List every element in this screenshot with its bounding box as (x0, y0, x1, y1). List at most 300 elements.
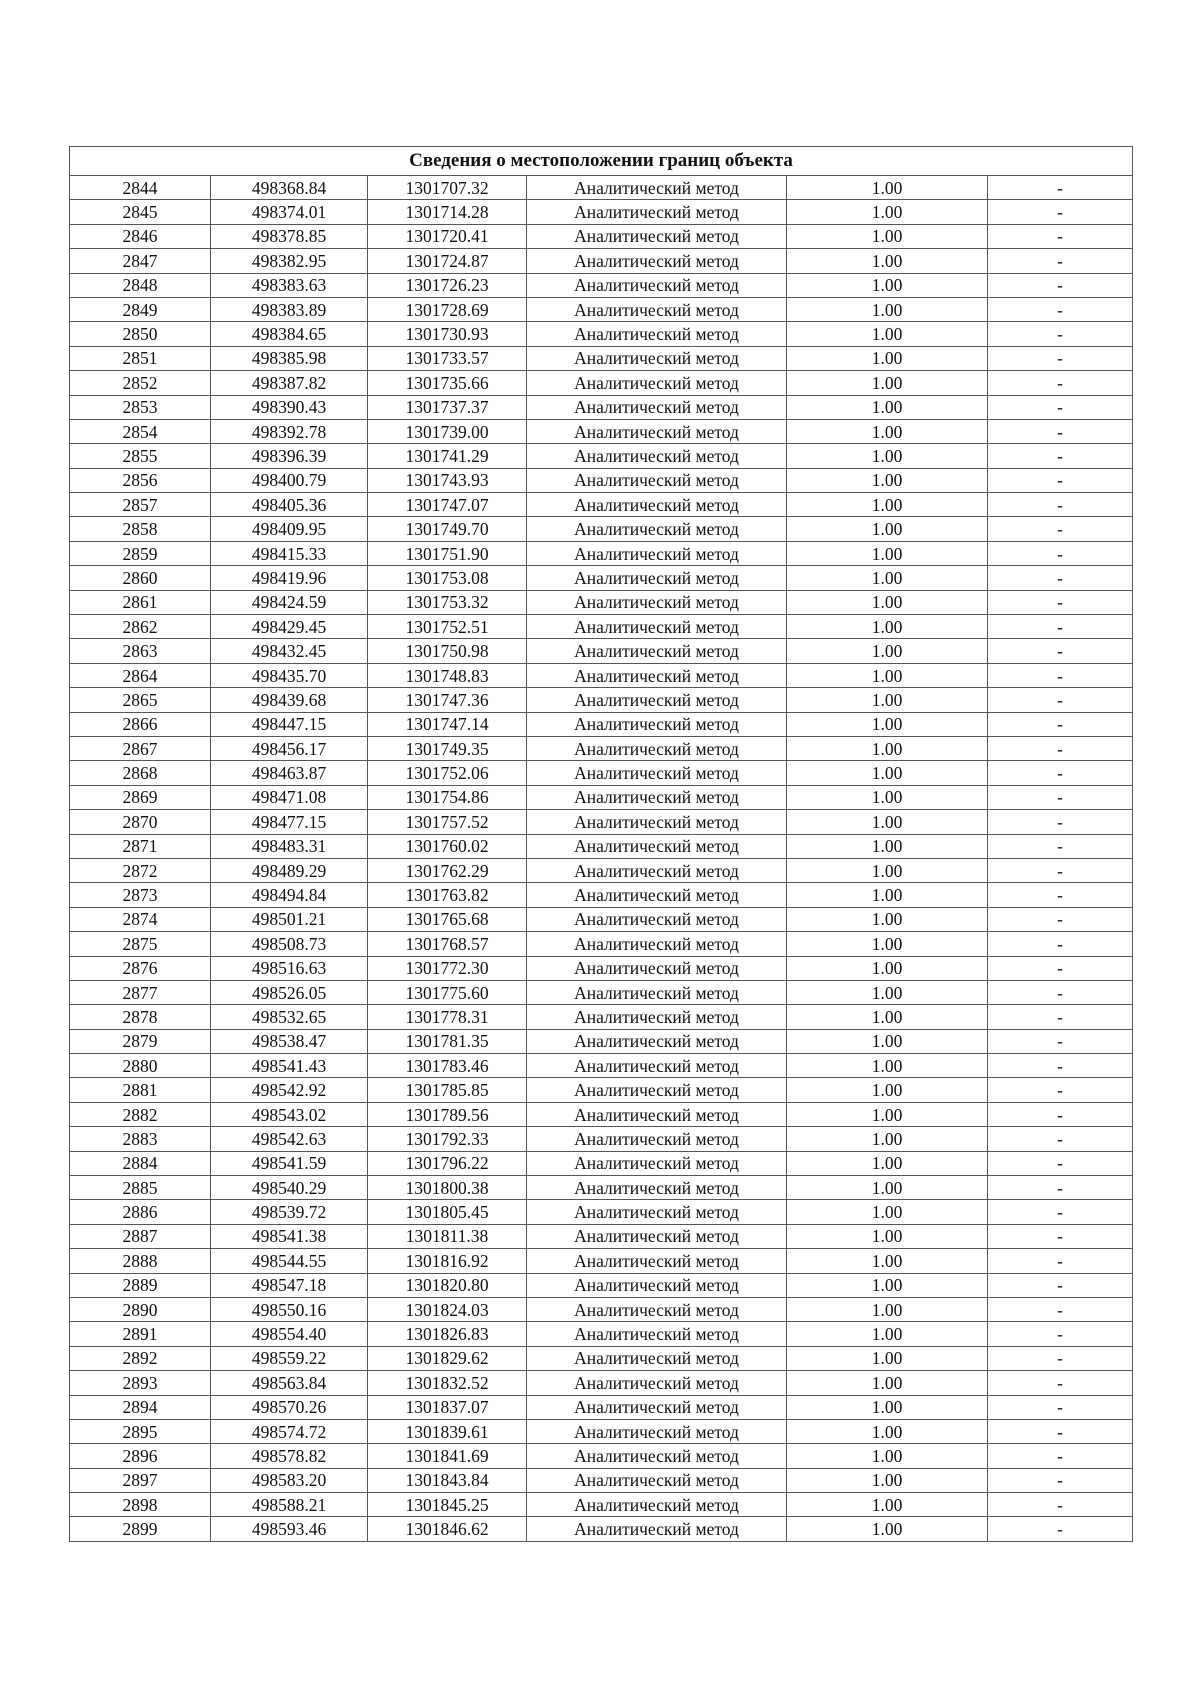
table-row (70, 980, 1133, 1004)
method-cell: Аналитический метод (527, 200, 787, 224)
x-coordinate-cell: 498541.59 (211, 1151, 368, 1175)
x-coordinate-cell: 498541.38 (211, 1224, 368, 1248)
y-coordinate-cell: 1301733.57 (368, 346, 527, 370)
x-coordinate-cell: 498432.45 (211, 639, 368, 663)
x-coordinate-cell: 498415.33 (211, 541, 368, 565)
accuracy-cell: 1.00 (787, 785, 988, 809)
method-cell: Аналитический метод (527, 1127, 787, 1151)
y-coordinate-cell: 1301728.69 (368, 297, 527, 321)
table-row (70, 1273, 1133, 1297)
accuracy-cell: 1.00 (787, 1322, 988, 1346)
x-coordinate-cell: 498542.63 (211, 1127, 368, 1151)
table-row (70, 1395, 1133, 1419)
accuracy-cell: 1.00 (787, 1200, 988, 1224)
y-coordinate-cell: 1301753.32 (368, 590, 527, 614)
description-cell: - (988, 468, 1133, 492)
y-coordinate-cell: 1301826.83 (368, 1322, 527, 1346)
description-cell: - (988, 1346, 1133, 1370)
point-number-cell: 2889 (70, 1273, 211, 1297)
point-number-cell: 2899 (70, 1517, 211, 1542)
x-coordinate-cell: 498547.18 (211, 1273, 368, 1297)
table-title: Сведения о местоположении границ объекта (70, 147, 1133, 176)
table-row (70, 688, 1133, 712)
y-coordinate-cell: 1301757.52 (368, 810, 527, 834)
y-coordinate-cell: 1301785.85 (368, 1078, 527, 1102)
point-number-cell: 2871 (70, 834, 211, 858)
point-number-cell: 2898 (70, 1493, 211, 1517)
description-cell: - (988, 541, 1133, 565)
method-cell: Аналитический метод (527, 761, 787, 785)
method-cell: Аналитический метод (527, 712, 787, 736)
description-cell: - (988, 615, 1133, 639)
method-cell: Аналитический метод (527, 858, 787, 882)
y-coordinate-cell: 1301754.86 (368, 785, 527, 809)
table-row (70, 590, 1133, 614)
boundary-coordinates-table (69, 146, 1133, 1542)
accuracy-cell: 1.00 (787, 517, 988, 541)
x-coordinate-cell: 498563.84 (211, 1371, 368, 1395)
accuracy-cell: 1.00 (787, 761, 988, 785)
x-coordinate-cell: 498532.65 (211, 1005, 368, 1029)
accuracy-cell: 1.00 (787, 1517, 988, 1542)
accuracy-cell: 1.00 (787, 1346, 988, 1370)
point-number-cell: 2897 (70, 1468, 211, 1492)
x-coordinate-cell: 498516.63 (211, 956, 368, 980)
table-row (70, 1078, 1133, 1102)
accuracy-cell: 1.00 (787, 639, 988, 663)
accuracy-cell: 1.00 (787, 1371, 988, 1395)
accuracy-cell: 1.00 (787, 980, 988, 1004)
method-cell: Аналитический метод (527, 663, 787, 687)
accuracy-cell: 1.00 (787, 493, 988, 517)
point-number-cell: 2896 (70, 1444, 211, 1468)
table-body (70, 176, 1133, 1542)
description-cell: - (988, 1102, 1133, 1126)
description-cell: - (988, 956, 1133, 980)
point-number-cell: 2878 (70, 1005, 211, 1029)
x-coordinate-cell: 498583.20 (211, 1468, 368, 1492)
description-cell: - (988, 566, 1133, 590)
method-cell: Аналитический метод (527, 1078, 787, 1102)
point-number-cell: 2874 (70, 907, 211, 931)
point-number-cell: 2894 (70, 1395, 211, 1419)
method-cell: Аналитический метод (527, 615, 787, 639)
point-number-cell: 2851 (70, 346, 211, 370)
accuracy-cell: 1.00 (787, 615, 988, 639)
x-coordinate-cell: 498540.29 (211, 1176, 368, 1200)
x-coordinate-cell: 498570.26 (211, 1395, 368, 1419)
method-cell: Аналитический метод (527, 980, 787, 1004)
y-coordinate-cell: 1301739.00 (368, 419, 527, 443)
description-cell: - (988, 1005, 1133, 1029)
accuracy-cell: 1.00 (787, 1444, 988, 1468)
accuracy-cell: 1.00 (787, 590, 988, 614)
description-cell: - (988, 810, 1133, 834)
table-row (70, 1102, 1133, 1126)
y-coordinate-cell: 1301724.87 (368, 249, 527, 273)
description-cell: - (988, 834, 1133, 858)
description-cell: - (988, 932, 1133, 956)
method-cell: Аналитический метод (527, 541, 787, 565)
method-cell: Аналитический метод (527, 590, 787, 614)
table-row (70, 517, 1133, 541)
point-number-cell: 2886 (70, 1200, 211, 1224)
y-coordinate-cell: 1301748.83 (368, 663, 527, 687)
accuracy-cell: 1.00 (787, 249, 988, 273)
point-number-cell: 2852 (70, 371, 211, 395)
accuracy-cell: 1.00 (787, 712, 988, 736)
accuracy-cell: 1.00 (787, 956, 988, 980)
description-cell: - (988, 371, 1133, 395)
table-row (70, 224, 1133, 248)
y-coordinate-cell: 1301741.29 (368, 444, 527, 468)
point-number-cell: 2863 (70, 639, 211, 663)
table-row (70, 761, 1133, 785)
table-row (70, 468, 1133, 492)
point-number-cell: 2884 (70, 1151, 211, 1175)
point-number-cell: 2888 (70, 1249, 211, 1273)
y-coordinate-cell: 1301843.84 (368, 1468, 527, 1492)
y-coordinate-cell: 1301783.46 (368, 1054, 527, 1078)
point-number-cell: 2844 (70, 176, 211, 200)
table-row (70, 858, 1133, 882)
table-row (70, 1249, 1133, 1273)
y-coordinate-cell: 1301829.62 (368, 1346, 527, 1370)
point-number-cell: 2892 (70, 1346, 211, 1370)
description-cell: - (988, 736, 1133, 760)
accuracy-cell: 1.00 (787, 1127, 988, 1151)
accuracy-cell: 1.00 (787, 1102, 988, 1126)
description-cell: - (988, 1249, 1133, 1273)
point-number-cell: 2887 (70, 1224, 211, 1248)
y-coordinate-cell: 1301824.03 (368, 1297, 527, 1321)
point-number-cell: 2855 (70, 444, 211, 468)
table-row (70, 176, 1133, 200)
table-row (70, 395, 1133, 419)
y-coordinate-cell: 1301760.02 (368, 834, 527, 858)
description-cell: - (988, 1176, 1133, 1200)
y-coordinate-cell: 1301781.35 (368, 1029, 527, 1053)
y-coordinate-cell: 1301751.90 (368, 541, 527, 565)
x-coordinate-cell: 498390.43 (211, 395, 368, 419)
description-cell: - (988, 395, 1133, 419)
x-coordinate-cell: 498550.16 (211, 1297, 368, 1321)
method-cell: Аналитический метод (527, 1273, 787, 1297)
y-coordinate-cell: 1301720.41 (368, 224, 527, 248)
description-cell: - (988, 322, 1133, 346)
description-cell: - (988, 1078, 1133, 1102)
accuracy-cell: 1.00 (787, 883, 988, 907)
x-coordinate-cell: 498378.85 (211, 224, 368, 248)
point-number-cell: 2858 (70, 517, 211, 541)
description-cell: - (988, 176, 1133, 200)
x-coordinate-cell: 498483.31 (211, 834, 368, 858)
x-coordinate-cell: 498578.82 (211, 1444, 368, 1468)
description-cell: - (988, 639, 1133, 663)
accuracy-cell: 1.00 (787, 1419, 988, 1443)
description-cell: - (988, 761, 1133, 785)
accuracy-cell: 1.00 (787, 1273, 988, 1297)
accuracy-cell: 1.00 (787, 1054, 988, 1078)
description-cell: - (988, 1419, 1133, 1443)
description-cell: - (988, 785, 1133, 809)
x-coordinate-cell: 498501.21 (211, 907, 368, 931)
x-coordinate-cell: 498419.96 (211, 566, 368, 590)
accuracy-cell: 1.00 (787, 176, 988, 200)
point-number-cell: 2876 (70, 956, 211, 980)
x-coordinate-cell: 498494.84 (211, 883, 368, 907)
x-coordinate-cell: 498554.40 (211, 1322, 368, 1346)
y-coordinate-cell: 1301778.31 (368, 1005, 527, 1029)
description-cell: - (988, 712, 1133, 736)
method-cell: Аналитический метод (527, 1005, 787, 1029)
table-row (70, 1468, 1133, 1492)
method-cell: Аналитический метод (527, 1224, 787, 1248)
table-row (70, 273, 1133, 297)
table-row (70, 493, 1133, 517)
description-cell: - (988, 1297, 1133, 1321)
y-coordinate-cell: 1301768.57 (368, 932, 527, 956)
table-row (70, 1176, 1133, 1200)
table-row (70, 249, 1133, 273)
y-coordinate-cell: 1301820.80 (368, 1273, 527, 1297)
method-cell: Аналитический метод (527, 810, 787, 834)
point-number-cell: 2883 (70, 1127, 211, 1151)
x-coordinate-cell: 498447.15 (211, 712, 368, 736)
accuracy-cell: 1.00 (787, 371, 988, 395)
table-row (70, 1419, 1133, 1443)
x-coordinate-cell: 498463.87 (211, 761, 368, 785)
accuracy-cell: 1.00 (787, 1078, 988, 1102)
point-number-cell: 2885 (70, 1176, 211, 1200)
point-number-cell: 2881 (70, 1078, 211, 1102)
y-coordinate-cell: 1301747.07 (368, 493, 527, 517)
point-number-cell: 2862 (70, 615, 211, 639)
method-cell: Аналитический метод (527, 932, 787, 956)
accuracy-cell: 1.00 (787, 1224, 988, 1248)
table-row (70, 663, 1133, 687)
method-cell: Аналитический метод (527, 1493, 787, 1517)
table-row (70, 1346, 1133, 1370)
accuracy-cell: 1.00 (787, 688, 988, 712)
x-coordinate-cell: 498400.79 (211, 468, 368, 492)
description-cell: - (988, 419, 1133, 443)
description-cell: - (988, 346, 1133, 370)
point-number-cell: 2846 (70, 224, 211, 248)
point-number-cell: 2856 (70, 468, 211, 492)
method-cell: Аналитический метод (527, 1249, 787, 1273)
accuracy-cell: 1.00 (787, 224, 988, 248)
accuracy-cell: 1.00 (787, 444, 988, 468)
description-cell: - (988, 273, 1133, 297)
method-cell: Аналитический метод (527, 1054, 787, 1078)
accuracy-cell: 1.00 (787, 907, 988, 931)
table-row (70, 419, 1133, 443)
description-cell: - (988, 1029, 1133, 1053)
y-coordinate-cell: 1301775.60 (368, 980, 527, 1004)
x-coordinate-cell: 498383.89 (211, 297, 368, 321)
y-coordinate-cell: 1301805.45 (368, 1200, 527, 1224)
point-number-cell: 2872 (70, 858, 211, 882)
method-cell: Аналитический метод (527, 834, 787, 858)
y-coordinate-cell: 1301752.06 (368, 761, 527, 785)
table-row (70, 1054, 1133, 1078)
x-coordinate-cell: 498385.98 (211, 346, 368, 370)
point-number-cell: 2895 (70, 1419, 211, 1443)
x-coordinate-cell: 498424.59 (211, 590, 368, 614)
y-coordinate-cell: 1301737.37 (368, 395, 527, 419)
table-row (70, 1005, 1133, 1029)
method-cell: Аналитический метод (527, 224, 787, 248)
table-row (70, 1371, 1133, 1395)
table-row (70, 200, 1133, 224)
method-cell: Аналитический метод (527, 1419, 787, 1443)
accuracy-cell: 1.00 (787, 1029, 988, 1053)
table-row (70, 736, 1133, 760)
point-number-cell: 2853 (70, 395, 211, 419)
point-number-cell: 2879 (70, 1029, 211, 1053)
y-coordinate-cell: 1301747.36 (368, 688, 527, 712)
x-coordinate-cell: 498374.01 (211, 200, 368, 224)
accuracy-cell: 1.00 (787, 834, 988, 858)
x-coordinate-cell: 498435.70 (211, 663, 368, 687)
description-cell: - (988, 224, 1133, 248)
description-cell: - (988, 883, 1133, 907)
method-cell: Аналитический метод (527, 419, 787, 443)
x-coordinate-cell: 498593.46 (211, 1517, 368, 1542)
method-cell: Аналитический метод (527, 395, 787, 419)
x-coordinate-cell: 498538.47 (211, 1029, 368, 1053)
method-cell: Аналитический метод (527, 736, 787, 760)
description-cell: - (988, 517, 1133, 541)
accuracy-cell: 1.00 (787, 1395, 988, 1419)
table-row (70, 712, 1133, 736)
method-cell: Аналитический метод (527, 956, 787, 980)
table-row (70, 785, 1133, 809)
accuracy-cell: 1.00 (787, 346, 988, 370)
description-cell: - (988, 1200, 1133, 1224)
method-cell: Аналитический метод (527, 493, 787, 517)
description-cell: - (988, 1054, 1133, 1078)
method-cell: Аналитический метод (527, 444, 787, 468)
y-coordinate-cell: 1301846.62 (368, 1517, 527, 1542)
table-row (70, 1200, 1133, 1224)
x-coordinate-cell: 498559.22 (211, 1346, 368, 1370)
accuracy-cell: 1.00 (787, 1005, 988, 1029)
accuracy-cell: 1.00 (787, 395, 988, 419)
x-coordinate-cell: 498574.72 (211, 1419, 368, 1443)
point-number-cell: 2891 (70, 1322, 211, 1346)
description-cell: - (988, 1127, 1133, 1151)
method-cell: Аналитический метод (527, 249, 787, 273)
description-cell: - (988, 907, 1133, 931)
table-row (70, 371, 1133, 395)
description-cell: - (988, 1517, 1133, 1542)
y-coordinate-cell: 1301762.29 (368, 858, 527, 882)
accuracy-cell: 1.00 (787, 419, 988, 443)
point-number-cell: 2861 (70, 590, 211, 614)
table-row (70, 1224, 1133, 1248)
description-cell: - (988, 1322, 1133, 1346)
point-number-cell: 2882 (70, 1102, 211, 1126)
y-coordinate-cell: 1301789.56 (368, 1102, 527, 1126)
y-coordinate-cell: 1301816.92 (368, 1249, 527, 1273)
description-cell: - (988, 1273, 1133, 1297)
accuracy-cell: 1.00 (787, 1297, 988, 1321)
point-number-cell: 2875 (70, 932, 211, 956)
table-title-row (70, 147, 1133, 176)
table-row (70, 956, 1133, 980)
table-row (70, 810, 1133, 834)
method-cell: Аналитический метод (527, 346, 787, 370)
point-number-cell: 2890 (70, 1297, 211, 1321)
method-cell: Аналитический метод (527, 907, 787, 931)
table-row (70, 639, 1133, 663)
accuracy-cell: 1.00 (787, 1249, 988, 1273)
description-cell: - (988, 444, 1133, 468)
point-number-cell: 2849 (70, 297, 211, 321)
description-cell: - (988, 1395, 1133, 1419)
x-coordinate-cell: 498382.95 (211, 249, 368, 273)
x-coordinate-cell: 498539.72 (211, 1200, 368, 1224)
method-cell: Аналитический метод (527, 517, 787, 541)
x-coordinate-cell: 498471.08 (211, 785, 368, 809)
description-cell: - (988, 1493, 1133, 1517)
x-coordinate-cell: 498429.45 (211, 615, 368, 639)
table-row (70, 615, 1133, 639)
accuracy-cell: 1.00 (787, 1493, 988, 1517)
y-coordinate-cell: 1301832.52 (368, 1371, 527, 1395)
y-coordinate-cell: 1301730.93 (368, 322, 527, 346)
method-cell: Аналитический метод (527, 1029, 787, 1053)
description-cell: - (988, 1444, 1133, 1468)
point-number-cell: 2845 (70, 200, 211, 224)
description-cell: - (988, 663, 1133, 687)
point-number-cell: 2850 (70, 322, 211, 346)
point-number-cell: 2893 (70, 1371, 211, 1395)
accuracy-cell: 1.00 (787, 810, 988, 834)
x-coordinate-cell: 498508.73 (211, 932, 368, 956)
y-coordinate-cell: 1301749.35 (368, 736, 527, 760)
table-row (70, 1151, 1133, 1175)
method-cell: Аналитический метод (527, 785, 787, 809)
x-coordinate-cell: 498456.17 (211, 736, 368, 760)
accuracy-cell: 1.00 (787, 468, 988, 492)
description-cell: - (988, 1468, 1133, 1492)
description-cell: - (988, 297, 1133, 321)
point-number-cell: 2860 (70, 566, 211, 590)
x-coordinate-cell: 498387.82 (211, 371, 368, 395)
description-cell: - (988, 590, 1133, 614)
accuracy-cell: 1.00 (787, 322, 988, 346)
point-number-cell: 2868 (70, 761, 211, 785)
method-cell: Аналитический метод (527, 1444, 787, 1468)
table-row (70, 883, 1133, 907)
method-cell: Аналитический метод (527, 1151, 787, 1175)
method-cell: Аналитический метод (527, 468, 787, 492)
method-cell: Аналитический метод (527, 1322, 787, 1346)
method-cell: Аналитический метод (527, 371, 787, 395)
point-number-cell: 2880 (70, 1054, 211, 1078)
y-coordinate-cell: 1301714.28 (368, 200, 527, 224)
method-cell: Аналитический метод (527, 1517, 787, 1542)
x-coordinate-cell: 498396.39 (211, 444, 368, 468)
y-coordinate-cell: 1301765.68 (368, 907, 527, 931)
table-row (70, 1493, 1133, 1517)
y-coordinate-cell: 1301772.30 (368, 956, 527, 980)
method-cell: Аналитический метод (527, 1102, 787, 1126)
accuracy-cell: 1.00 (787, 200, 988, 224)
